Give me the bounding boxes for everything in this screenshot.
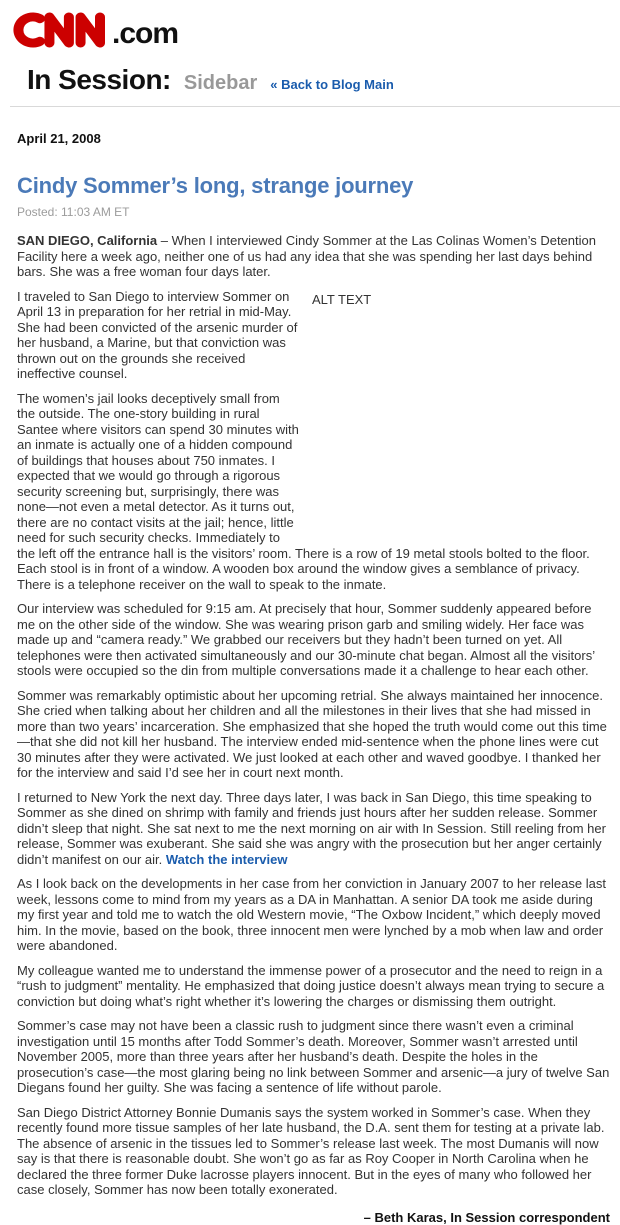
article-image-placeholder	[300, 289, 610, 542]
article-paragraph	[17, 233, 610, 280]
article-paragraph: San Diego District Attorney Bonnie Dumanis says the system worked in Sommer’s case. When they recently found more tissue samples of her late husband, the D.A. sent them for testing at a private lab. The absence of arsenic in the tissues led to Sommer’s release last week. The most Dumanis will now say is that there is reasonable doubt. She won’t go as far as Roy Cooper in North Carolina when he declared the three former Duke lacrosse players innocent. But in the eyes of many who followed her case closely, Sommer has now been totally exonerated.	[17, 1105, 610, 1198]
back-to-blog-link[interactable]: « Back to Blog Main	[270, 77, 394, 92]
dateline: SAN DIEGO, California	[17, 233, 157, 248]
cnn-dotcom-label: .com	[112, 19, 178, 50]
image-alt-text: ALT TEXT	[312, 292, 371, 307]
paragraph-text: – When I interviewed Cindy Sommer at the Las Colinas Women’s Detention Facility here a week ago, neither one of us had any idea that she was spending her last days behind bars. She was a free woman four days later.	[17, 233, 596, 279]
post-timestamp: Posted: 11:03 AM ET	[17, 205, 603, 219]
byline: – Beth Karas, In Session correspondent	[17, 1210, 610, 1225]
article-paragraph: Our interview was scheduled for 9:15 am. At precisely that hour, Sommer suddenly appeared before me on the other side of the window. She was wearing prison garb and smiling widely. Her face was made up and “camera ready.” We grabbed our receivers but they hadn’t been turned on yet. All telephones were then activated simultaneously and our 30-minute chat began. Almost all the visitors’ stools were occupied so the din from multiple conversations made it a challenge to hear each other.	[17, 601, 610, 679]
article-paragraph: I traveled to San Diego to interview Sommer on April 13 in preparation for her retrial in mid-May. She had been convicted of the arsenic murder of her husband, a Marine, but that conviction was thrown out on the grounds she received ineffective counsel.	[17, 289, 610, 382]
section-title: In Session:	[27, 64, 171, 96]
masthead	[27, 64, 620, 96]
header-divider	[10, 106, 620, 107]
article-paragraph: My colleague wanted me to understand the immense power of a prosecutor and the need to reign in a “rush to judgment” mentality. He emphasized that doing justice doesn’t always mean trying to secure a conviction but doing what’s right whether it’s lowering the charges or dismissing them outright.	[17, 963, 610, 1010]
article-paragraph	[17, 790, 610, 868]
article-paragraph: Sommer’s case may not have been a classic rush to judgment since there wasn’t even a criminal investigation until 15 months after Todd Sommer’s death. Moreover, Sommer wasn’t arrested until November 2005, more than three years after her husband’s death. Despite the holes in the prosecution’s case—the most glaring being no link between Sommer and arsenic—a jury of twelve San Diegans found her guilty. She was facing a sentence of life without parole.	[17, 1018, 610, 1096]
cnn-icon	[10, 10, 110, 50]
article-body	[0, 233, 620, 1225]
section-subtitle: Sidebar	[184, 72, 257, 95]
paragraph-text: I returned to New York the next day. Three days later, I was back in San Diego, this time speaking to Sommer as she dined on shrimp with family and friends just hours after her sudden release. Sommer didn’t sleep that night. She sat next to me the next morning on air with In Session. Still reeling from her release, Sommer was exuberant. She said she was angry with the prosecution but her anger certainly didn’t manifest on our air.	[17, 790, 606, 867]
article-paragraph: The women’s jail looks deceptively small from the outside. The one-story building in rural Santee where visitors can spend 30 minutes with an inmate is actually one of a hidden compound of buildings that houses about 750 inmates. I expected that we would go through a rigorous security screening but, surprisingly, there was none—not even a metal detector. As it turns out, there are no contact visits at the jail; hence, little need for such security checks. Immediately to the left off the entrance hall is the visitors’ room. There is a row of 19 metal stools bolted to the floor. Each stool is in front of a window. A wooden box around the window gives a semblance of privacy. There is a telephone receiver on the wall to speak to the inmate.	[17, 391, 610, 593]
site-header	[0, 0, 620, 107]
article-paragraph: Sommer was remarkably optimistic about her upcoming retrial. She always maintained her innocence. She cried when talking about her children and all the milestones in their lives that she had missed in more than two years’ incarceration. She emphasized that she hoped the truth would come out this time—that she did not kill her husband. The interview ended mid-sentence when the phone lines were cut 30 minutes after they were activated. We just looked at each other and waved goodbye. I thanked her for the interview and said I’d see her in court next month.	[17, 688, 610, 781]
post-date: April 21, 2008	[17, 131, 603, 146]
cnn-logo[interactable]	[10, 10, 620, 50]
watch-interview-link[interactable]: Watch the interview	[166, 852, 288, 867]
article-paragraph: As I look back on the developments in her case from her conviction in January 2007 to her release last week, lessons come to mind from my years as a DA in Manhattan. A senior DA took me aside during my first year and told me to watch the old Western movie, “The Oxbow Incident,” which deeply moved him. In the movie, based on the book, three innocent men were lynched by a mob when law and order were abandoned.	[17, 876, 610, 954]
post-title: Cindy Sommer’s long, strange journey	[17, 173, 603, 199]
